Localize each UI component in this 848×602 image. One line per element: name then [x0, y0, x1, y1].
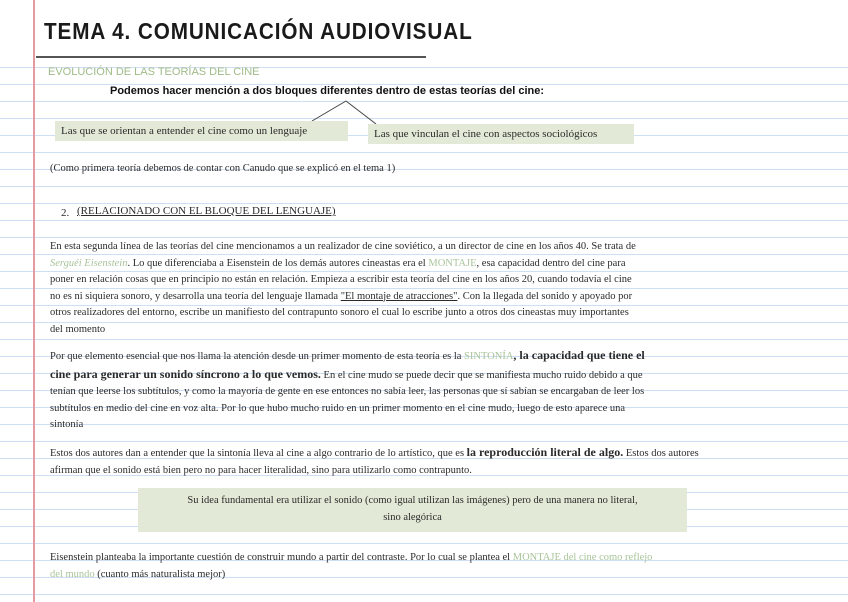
section-number: 2. [61, 207, 70, 219]
paragraph-sintonia [50, 347, 770, 434]
text-line: poner en relación cosas que en principio no están en relación. Empieza a escribir esta teoría del cine en los años 20, cuando todavía el cine [50, 274, 632, 285]
text-line: En esta segunda línea de las teorías del cine mencionamos a un realizador de cine soviético, a un director de cine en los años 40. Se trata de [50, 241, 636, 252]
text-line: subtítulos en medio del cine en voz alta. Por lo que hubo mucho ruido en un primer momento en el cine mudo, luego de esto aparece una [50, 402, 626, 414]
paragraph-contraste [50, 550, 810, 583]
section-label: EVOLUCIÓN DE LAS TEORÍAS DEL CINE [48, 66, 260, 78]
quote-line: Su idea fundamental era utilizar el sonido (como igual utilizan las imágenes) pero de una manera no literal, [187, 495, 638, 506]
page-title: TEMA 4. COMUNICACIÓN AUDIOVISUAL [44, 18, 473, 44]
quote-line: sino alegórica [383, 512, 442, 523]
intro-text: Podemos hacer mención a dos bloques diferentes dentro de estas teorías del cine: [110, 85, 545, 97]
text-line: sintonía [50, 419, 84, 430]
person-name: Serguéi Eisenstein [50, 257, 128, 269]
keyword-montaje: MONTAJE [428, 257, 477, 269]
note-canudo: (Como primera teoría debemos de contar con Canudo que se explicó en el tema 1) [50, 163, 396, 174]
text-line: del momento [50, 323, 106, 335]
keyword-montaje-reflejo: MONTAJE del cine como reflejo [512, 552, 653, 563]
text-line: afirman que el sonido está bien pero no para hacer literalidad, sino para utilizarlo como contrapunto. [50, 464, 472, 476]
text-line: del mundo (cuanto más naturalista mejor) [50, 568, 226, 580]
paragraph-eisenstein [50, 239, 760, 338]
text-line: tenían que leerse los subtítulos, y como la mayoría de gente en ese entonces no sabía leer, las personas que sí sabían se encargaban de leer los [50, 386, 645, 397]
text-line: Eisenstein planteaba la importante cuestión de construir mundo a partir del contraste. Por lo cual se plantea el MONTAJE del cine como reflejo [50, 552, 653, 563]
highlight-box [138, 488, 687, 532]
block-sociological: Las que vinculan el cine con aspectos sociológicos [368, 124, 634, 144]
text-line: cine para generar un sonido síncrono a lo que vemos. En el cine mudo se puede decir que se manifiesta mucho ruido debido a que [50, 366, 643, 381]
text-line: Por que elemento esencial que nos llama la atención desde un primer momento de esta teoría es la SINTONÍA, la capacidad que tiene el [50, 348, 645, 362]
block-language: Las que se orientan a entender el cine como un lenguaje [55, 121, 348, 141]
text-line: no es ni siquiera sonoro, y desarrolla una teoría del lenguaje llamada "El montaje de atracciones". Con la llegada del sonido y apoyado por [50, 290, 633, 302]
book-title: "El montaje de atracciones" [340, 290, 458, 302]
keyword-sintonia: SINTONÍA [464, 351, 514, 362]
section-heading: (RELACIONADO CON EL BLOQUE DEL LENGUAJE) [77, 205, 336, 217]
paragraph-contrapunto [50, 444, 840, 479]
text-line: Estos dos autores dan a entender que la sintonía lleva al cine a algo contrario de lo artístico, que es la reproducción literal de algo. Estos dos autores [50, 445, 699, 459]
text-line: otros realizadores del entorno, escribe un manifiesto del contrapunto sonoro el cual lo escribe junto a otros dos cineastas muy importantes [50, 307, 629, 318]
keyword-reproduccion: la reproducción literal de algo. [466, 445, 624, 459]
text-line: Serguéi Eisenstein. Lo que diferenciaba a Eisenstein de los demás autores cineastas era el MONTAJE, esa capacidad dentro del cine para [50, 257, 626, 269]
